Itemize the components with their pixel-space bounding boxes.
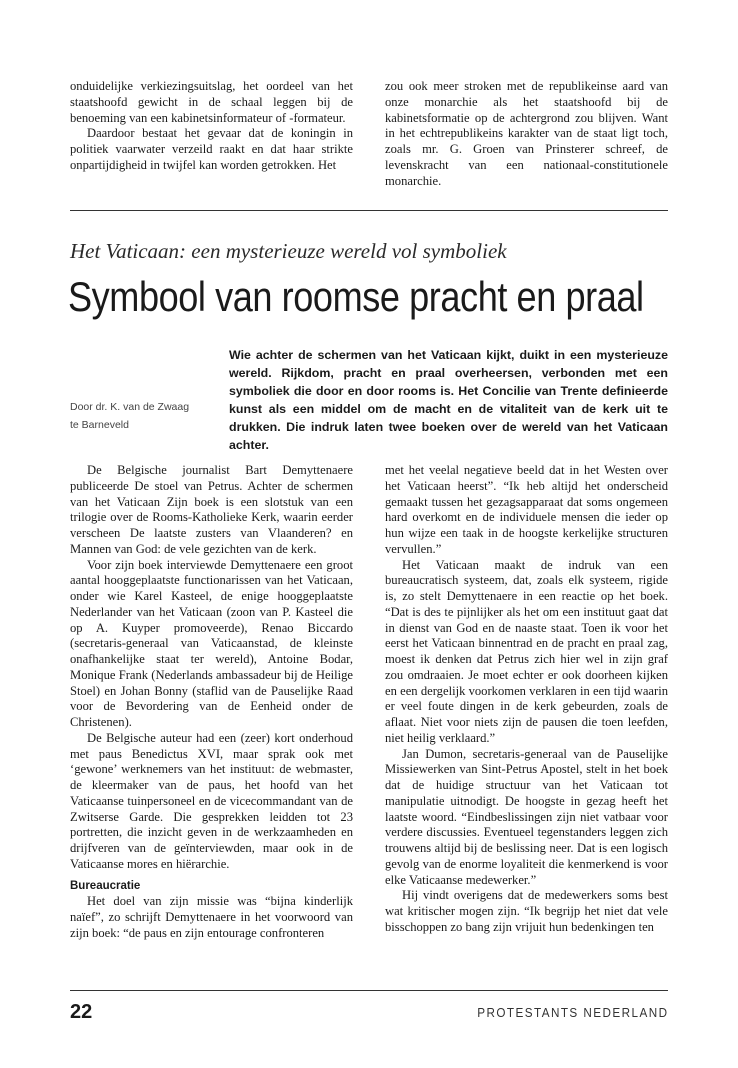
page-number: 22 [70, 1001, 93, 1023]
body-paragraph: De Belgische journalist Bart Demyttenaere publiceerde De stoel van Petrus. Achter de schermen van het Vaticaan Zijn boek is een slotstuk van een trilogie over de Rooms-Katholieke Kerk, waarin eerder verscheen De laatste zusters van Vlaanderen? en Mannen van God: de vele gezichten van de kerk. [70, 463, 353, 556]
body-paragraph: De Belgische auteur had een (zeer) kort onderhoud met paus Benedictus XVI, maar sprak ook met ‘gewone’ werknemers van het instituut: de webmaster, de kleermaker van de paus, het hoofd van het Vaticaanse tuinpersoneel en de vicecommandant van de Zwitserse Garde. Die gesprekken leidden tot 23 portretten, die inzicht geven in de werkzaamheden en drijfveren van de geïnterviewden, maar ook in de Vaticaanse mores en hiërarchie. [70, 730, 353, 871]
body-left-column [70, 463, 353, 942]
publication-name: PROTESTANTS NEDERLAND [476, 1005, 668, 1020]
top-right-column [385, 79, 668, 189]
top-left-paragraph-1: onduidelijke verkiezingsuitslag, het oordeel van het staatshoofd gewicht in de schaal leggen bij de benoeming van een kabinetsinformateur of -formateur. [70, 79, 353, 125]
byline-location: te Barneveld [70, 419, 129, 431]
top-left-paragraph-2: Daardoor bestaat het gevaar dat de koningin in politiek vaarwater verzeild raakt en dat haar strikte onpartijdigheid in twijfel kan worden getrokken. Het [70, 126, 353, 172]
body-paragraph: Hij vindt overigens dat de medewerkers soms best wat kritischer mogen zijn. “Ik begrijp het niet dat vele bisschoppen zo bang zijn vrijuit hun bedenkingen ten [385, 888, 668, 934]
subheading-bureaucratie: Bureaucratie [70, 879, 141, 892]
top-left-column [70, 79, 353, 174]
footer-divider [70, 990, 668, 991]
body-paragraph: Voor zijn boek interviewde Demyttenaere een groot aantal hooggeplaatste functionarissen van het Vaticaan, onder wie Karel Kasteel, de enige hooggeplaatste Nederlander van het Vaticaan (zoon van P. Kasteel die op A. Kuyper promoveerde), Renao Biccardo (secretaris-generaal van Vaticaanstad, de kleinste onafhankelijke staat ter wereld), Antoine Bodar, Monique Frank (Nederlands ambassadeur bij de Heilige Stoel) en Johan Bonny (staflid van de Pauselijke Raad voor de Bevordering van de Eenheid onder de Christenen). [70, 557, 353, 729]
body-paragraph: Jan Dumon, secretaris-generaal van de Pauselijke Missiewerken van Sint-Petrus Apostel, stelt in het boek dat de huidige structuur van het Vaticaan tot manipulatie uitnodigt. De hoogste in gezag heeft het laatste woord. “Eindbeslissingen zijn niet vatbaar voor verdere discussies. Eventueel tegenstanders leggen zich trouwens altijd bij de beslissing neer. Dat is een logisch gevolg van de enorme loyaliteit die kenmerkend is voor elke Vaticaanse medewerker.” [385, 746, 668, 887]
body-right-column [385, 463, 668, 936]
byline-author: Door dr. K. van de Zwaag [70, 401, 190, 413]
article-lead: Wie achter de schermen van het Vaticaan kijkt, duikt in een mysterieuze wereld. Rijkdom, pracht en praal overheersen, verbonden met een symboliek die door en door rooms is. Het Concilie van Trente definieerde kunst als een middel om de macht en de vitaliteit van de kerk uit te drukken. Die indruk laten twee boeken over de wereld van het Vaticaan achter. [229, 348, 668, 452]
top-right-paragraph-1: zou ook meer stroken met de republikeinse aard van onze monarchie als het staatshoofd bij de kabinetsformatie op de achtergrond zou blijven. Want in het echtrepublikeins karakter van de staat ligt toch, zoals mr. G. Groen van Prinsterer schreef, de levenskracht van een nationaal-constitutionele monarchie. [385, 79, 668, 188]
body-paragraph: Het Vaticaan maakt de indruk van een bureaucratisch systeem, dat, zoals elk systeem, rigide is, zo stelt Demyttenaere in een reactie op het boek. “Dat is des te pijnlijker als het om een instituut gaat dat in dienst van God en de naaste staat. Toen ik voor het eerst het Vaticaan binnentrad en de pracht en praal zag, moest ik denken dat Petrus zich hier wel in zijn graf zou omdraaien. Je moet echter er ook doorheen kijken en een dergelijk voorkomen verklaren in een tijd waarin er veel foute dingen in de kerk gebeurden, zoals de aflaat. Niet voor niets zijn de pausen die toen leefden, niet heilig verklaard.” [385, 557, 668, 745]
body-paragraph: Het doel van zijn missie was “bijna kinderlijk naïef”, zo schrijft Demyttenaere in het voorwoord van zijn boek: “de paus en zijn entourage confronteren [70, 894, 353, 940]
body-paragraph: met het veelal negatieve beeld dat in het Westen over het Vaticaan heerst”. “Ik heb altijd het onderscheid gemaakt tussen het gezagsapparaat dat soms ongemeen hard overkomt en de individuele mensen die ieder op hun wijze een taak in de hoogste kerkelijke structuren vervullen.” [385, 463, 668, 556]
article-byline [70, 398, 210, 434]
article-headline: Symbool van roomse pracht en praal [68, 273, 644, 320]
section-divider [70, 210, 668, 211]
article-kicker: Het Vaticaan: een mysterieuze wereld vol symboliek [70, 239, 507, 263]
